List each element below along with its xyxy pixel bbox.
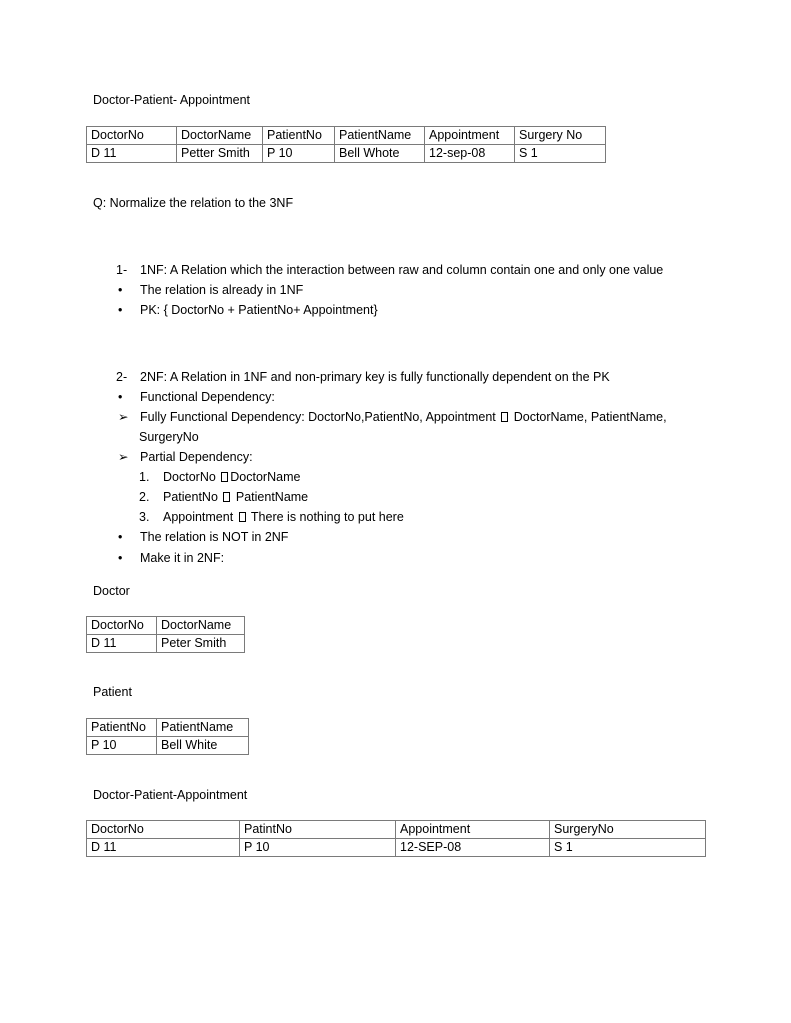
section-text: 1NF: A Relation which the interaction between raw and column contain one and only one value — [140, 263, 664, 277]
table-header-row — [87, 719, 249, 737]
table-cell: Peter Smith — [157, 635, 245, 653]
table-cell: D 11 — [87, 635, 157, 653]
table-cell: D 11 — [87, 839, 240, 857]
bullet-icon: • — [118, 551, 123, 565]
table-header-cell: SurgeryNo — [550, 821, 706, 839]
doctor-table — [86, 616, 245, 653]
table-header-cell: DoctorNo — [87, 821, 240, 839]
table-header-row — [87, 821, 706, 839]
section-text: 2NF: A Relation in 1NF and non-primary key is fully functionally dependent on the PK — [140, 370, 610, 384]
list-item — [116, 300, 378, 320]
table-cell: P 10 — [240, 839, 396, 857]
table-cell: 12-SEP-08 — [396, 839, 550, 857]
table-cell: P 10 — [87, 737, 157, 755]
table-header-cell: PatientName — [157, 719, 249, 737]
table-row — [87, 145, 606, 163]
missing-glyph-icon — [501, 412, 508, 422]
list-item-text: Functional Dependency: — [140, 390, 275, 404]
table-header-cell: DoctorNo — [87, 617, 157, 635]
section-2nf — [116, 367, 610, 387]
bullet-icon: • — [118, 530, 123, 544]
table-row — [87, 839, 706, 857]
list-item-text: Make it in 2NF: — [140, 551, 225, 565]
table-header-row — [87, 617, 245, 635]
table-title: Doctor-Patient-Appointment — [93, 788, 248, 802]
list-item-text: PK: { DoctorNo + PatientNo+ Appointment} — [140, 303, 378, 317]
numbered-item — [139, 507, 404, 527]
list-item-text: DoctorName — [230, 470, 301, 484]
table-header-cell: PatientName — [335, 127, 425, 145]
table-header-cell: PatintNo — [240, 821, 396, 839]
missing-glyph-icon — [239, 512, 246, 522]
table-row — [87, 635, 245, 653]
list-item-text: The relation is already in 1NF — [140, 283, 304, 297]
table-cell: S 1 — [515, 145, 606, 163]
list-number: 2. — [139, 490, 150, 504]
missing-glyph-icon — [223, 492, 230, 502]
list-number: 1- — [116, 263, 128, 277]
list-item-text: PatientName — [235, 490, 309, 504]
list-item-text: Fully Functional Dependency: DoctorNo,PatientNo, Appointment — [140, 410, 496, 424]
question-text: Q: Normalize the relation to the 3NF — [93, 196, 294, 210]
doctor-patient-appointment-table — [86, 820, 706, 857]
table-header-cell: PatientNo — [263, 127, 335, 145]
list-item-text: Appointment — [163, 510, 234, 524]
numbered-item — [139, 467, 300, 487]
arrow-bullet-icon: ➢ — [118, 410, 129, 424]
table-header-cell: DoctorNo — [87, 127, 177, 145]
list-item-continuation: SurgeryNo — [139, 430, 199, 444]
list-item — [116, 280, 303, 300]
list-item — [116, 447, 253, 467]
table-cell: Petter Smith — [177, 145, 263, 163]
table-cell: P 10 — [263, 145, 335, 163]
table-header-cell: PatientNo — [87, 719, 157, 737]
list-number: 1. — [139, 470, 150, 484]
list-item-text: Partial Dependency: — [140, 450, 253, 464]
list-item — [116, 387, 275, 407]
list-item-text: The relation is NOT in 2NF — [140, 530, 289, 544]
list-item-text: DoctorName, PatientName, — [513, 410, 667, 424]
list-item — [116, 527, 288, 547]
table-cell: 12-sep-08 — [425, 145, 515, 163]
table-row — [87, 737, 249, 755]
table-cell: Bell White — [157, 737, 249, 755]
list-item-text: There is nothing to put here — [250, 510, 404, 524]
table-header-cell: DoctorName — [177, 127, 263, 145]
table-header-cell: Surgery No — [515, 127, 606, 145]
relation-table — [86, 126, 606, 163]
bullet-icon: • — [118, 390, 123, 404]
missing-glyph-icon — [221, 472, 228, 482]
list-number: 2- — [116, 370, 128, 384]
table-cell: S 1 — [550, 839, 706, 857]
section-1nf — [116, 260, 663, 280]
numbered-item — [139, 487, 308, 507]
list-number: 3. — [139, 510, 150, 524]
arrow-bullet-icon: ➢ — [118, 450, 129, 464]
list-item-text: PatientNo — [163, 490, 218, 504]
table-title: Doctor — [93, 584, 130, 598]
list-item — [116, 548, 224, 568]
table-title: Patient — [93, 685, 132, 699]
list-item — [116, 407, 667, 427]
table-cell: Bell Whote — [335, 145, 425, 163]
table-title: Doctor-Patient- Appointment — [93, 93, 251, 107]
table-header-cell: Appointment — [396, 821, 550, 839]
bullet-icon: • — [118, 303, 123, 317]
table-cell: D 11 — [87, 145, 177, 163]
patient-table — [86, 718, 249, 755]
table-header-cell: Appointment — [425, 127, 515, 145]
table-header-cell: DoctorName — [157, 617, 245, 635]
table-header-row — [87, 127, 606, 145]
list-item-text: DoctorNo — [163, 470, 216, 484]
bullet-icon: • — [118, 283, 123, 297]
